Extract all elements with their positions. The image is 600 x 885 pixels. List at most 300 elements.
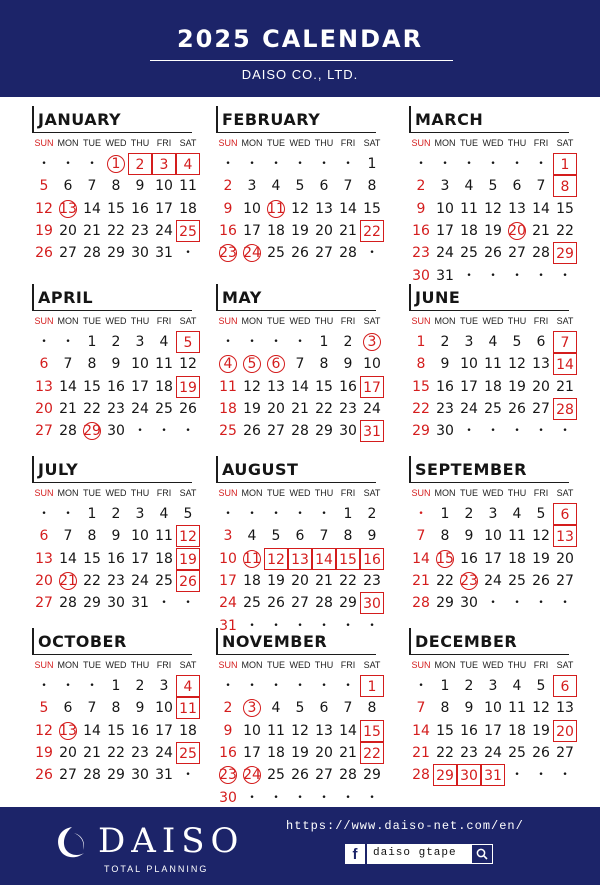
day-cell: 5	[536, 506, 546, 522]
weekday-label: FRI	[156, 316, 172, 326]
weekday-label: SAT	[363, 488, 381, 498]
month-title: SEPTEMBER	[415, 460, 527, 479]
day-cell: 17	[155, 722, 173, 739]
month-title: JUNE	[415, 288, 461, 307]
day-cell: 27	[59, 245, 77, 262]
day-cell: 5	[271, 528, 281, 545]
day-cell: 16	[107, 378, 125, 395]
day-cell: 7	[416, 528, 426, 545]
day-cell: 19	[267, 572, 285, 589]
day-cell: 10	[155, 700, 173, 717]
day-cell: 1	[416, 334, 426, 350]
day-cell: 5	[488, 178, 498, 195]
day-cell: 31	[155, 767, 173, 784]
day-cell: 12	[291, 722, 309, 739]
day-cell: 4	[271, 700, 281, 717]
day-cell: 15	[336, 548, 360, 570]
weekday-label: FRI	[340, 316, 356, 326]
day-cell: 4	[271, 178, 281, 195]
weekday-label: WED	[289, 138, 311, 148]
day-cell: 15	[433, 548, 457, 570]
day-cell: 19	[484, 222, 502, 239]
empty-day: •	[466, 270, 472, 281]
day-cell: 30	[107, 595, 125, 612]
day-cell: 20	[59, 744, 77, 761]
day-cell: 22	[436, 572, 454, 589]
empty-day: •	[514, 426, 520, 437]
day-cell: 22	[315, 400, 333, 417]
day-cell: 5	[295, 700, 305, 717]
day-cell: 30	[339, 423, 357, 440]
day-cell: 4	[176, 675, 200, 697]
weekday-label: FRI	[340, 488, 356, 498]
month-header	[216, 104, 386, 135]
day-cell: 14	[312, 548, 336, 570]
day-cell: 16	[460, 722, 478, 739]
empty-day: •	[65, 509, 71, 519]
day-cell: 18	[155, 378, 173, 395]
day-cell: 12	[532, 528, 550, 545]
day-cell: 16	[219, 222, 237, 239]
weekday-label: TUE	[460, 138, 478, 148]
day-cell: 2	[223, 700, 233, 717]
empty-day: •	[273, 509, 279, 519]
day-cell: 2	[440, 334, 450, 350]
day-cell: 26	[484, 245, 502, 262]
day-cell: 11	[264, 198, 288, 220]
title-divider	[150, 60, 453, 61]
empty-day: •	[65, 337, 71, 347]
weekday-label: SAT	[363, 660, 381, 670]
search-button[interactable]	[472, 845, 492, 863]
weekday-label: FRI	[533, 660, 549, 670]
day-cell: 30	[131, 767, 149, 784]
weekday-label: TUE	[267, 660, 285, 670]
weekday-label: SAT	[179, 316, 197, 326]
day-cell: 25	[267, 767, 285, 784]
empty-day: •	[161, 598, 167, 609]
day-cell: 21	[315, 572, 333, 589]
day-cell: 10	[243, 200, 261, 217]
empty-day: •	[369, 620, 375, 631]
day-cell: 13	[553, 525, 577, 547]
weekday-label: FRI	[340, 138, 356, 148]
weekday-label: MON	[241, 488, 263, 498]
day-cell: 10	[484, 700, 502, 717]
month-header	[216, 626, 386, 657]
empty-day: •	[273, 792, 279, 803]
day-cell: 8	[440, 528, 450, 545]
day-cell: 28	[59, 595, 77, 612]
weekday-label: TUE	[83, 138, 101, 148]
day-cell: 8	[111, 178, 121, 195]
empty-day: •	[225, 681, 231, 691]
day-cell: 3	[152, 153, 176, 175]
day-cell: 5	[176, 331, 200, 353]
day-cell: 15	[83, 378, 101, 395]
empty-day: •	[345, 159, 351, 169]
day-cell: 21	[412, 744, 430, 761]
weekday-label: SAT	[556, 660, 574, 670]
day-cell: 24	[363, 400, 381, 417]
day-cell: 10	[460, 356, 478, 373]
weekday-label: MON	[434, 660, 456, 670]
day-cell: 18	[267, 744, 285, 761]
day-cell: 29	[107, 245, 125, 262]
day-cell: 14	[412, 722, 430, 739]
day-cell: 25	[460, 245, 478, 262]
day-cell: 30	[107, 423, 125, 440]
empty-day: •	[41, 337, 47, 347]
weekday-label: TUE	[460, 488, 478, 498]
day-cell: 13	[56, 720, 80, 742]
company-name: DAISO CO., LTD.	[241, 67, 359, 82]
day-cell: 12	[264, 548, 288, 570]
weekday-label: THU	[314, 488, 334, 498]
day-cell: 2	[416, 178, 426, 195]
day-cell: 9	[343, 356, 353, 373]
weekday-label: WED	[105, 316, 127, 326]
day-cell: 1	[104, 153, 128, 175]
day-cell: 27	[267, 423, 285, 440]
weekday-label: SAT	[179, 660, 197, 670]
logo-wordmark: DAISO	[98, 821, 245, 861]
day-cell: 13	[315, 200, 333, 217]
empty-day: •	[538, 159, 544, 169]
day-cell: 27	[35, 423, 53, 440]
empty-day: •	[185, 770, 191, 781]
day-cell: 8	[87, 356, 97, 373]
weekday-label: WED	[289, 660, 311, 670]
empty-day: •	[562, 426, 568, 437]
weekday-label: SUN	[34, 138, 54, 148]
weekday-label: THU	[507, 660, 527, 670]
day-cell: 30	[436, 423, 454, 440]
weekday-label: SUN	[411, 138, 431, 148]
day-cell: 17	[243, 744, 261, 761]
weekday-label: TUE	[83, 316, 101, 326]
weekday-label: FRI	[340, 660, 356, 670]
day-cell: 3	[488, 678, 498, 694]
empty-day: •	[273, 620, 279, 631]
day-cell: 3	[223, 528, 233, 545]
day-cell: 25	[155, 400, 173, 417]
weekday-label: WED	[482, 660, 504, 670]
empty-day: •	[297, 792, 303, 803]
day-cell: 21	[556, 378, 574, 395]
empty-day: •	[89, 681, 95, 691]
empty-day: •	[225, 337, 231, 347]
day-cell: 6	[39, 528, 49, 545]
weekday-label: SUN	[218, 316, 238, 326]
month-title: DECEMBER	[415, 632, 518, 651]
day-cell: 26	[35, 245, 53, 262]
weekday-label: THU	[130, 660, 150, 670]
day-cell: 19	[508, 378, 526, 395]
day-cell: 10	[131, 356, 149, 373]
day-cell: 25	[219, 423, 237, 440]
day-cell: 21	[291, 400, 309, 417]
empty-day: •	[418, 509, 424, 519]
day-cell: 1	[440, 678, 450, 694]
day-cell: 12	[35, 200, 53, 217]
day-cell: 21	[83, 744, 101, 761]
weekday-label: SUN	[34, 316, 54, 326]
day-cell: 16	[131, 200, 149, 217]
website-link[interactable]: https://www.daiso-net.com/en/	[286, 819, 524, 833]
day-cell: 4	[176, 153, 200, 175]
month-header	[216, 282, 386, 313]
day-cell: 25	[508, 744, 526, 761]
day-cell: 27	[291, 595, 309, 612]
empty-day: •	[225, 159, 231, 169]
day-cell: 19	[291, 744, 309, 761]
weekday-label: MON	[57, 660, 79, 670]
day-cell: 4	[159, 506, 169, 522]
weekday-label: SUN	[34, 660, 54, 670]
empty-day: •	[514, 159, 520, 169]
weekday-label: SUN	[34, 488, 54, 498]
day-cell: 1	[319, 334, 329, 350]
day-cell: 17	[460, 378, 478, 395]
day-cell: 25	[176, 220, 200, 242]
day-cell: 15	[412, 378, 430, 395]
day-cell: 11	[155, 356, 173, 373]
day-cell: 29	[412, 423, 430, 440]
day-cell: 6	[39, 356, 49, 373]
day-cell: 27	[508, 245, 526, 262]
day-cell: 6	[553, 503, 577, 525]
day-cell: 1	[440, 506, 450, 522]
day-cell: 26	[532, 744, 550, 761]
day-cell: 15	[360, 720, 384, 742]
day-cell: 11	[267, 722, 285, 739]
empty-day: •	[137, 426, 143, 437]
weekday-label: THU	[130, 488, 150, 498]
empty-day: •	[297, 337, 303, 347]
day-cell: 18	[179, 722, 197, 739]
day-cell: 8	[111, 700, 121, 717]
empty-day: •	[297, 159, 303, 169]
day-cell: 21	[83, 222, 101, 239]
day-cell: 7	[343, 700, 353, 717]
day-cell: 11	[179, 178, 197, 195]
day-cell: 21	[412, 572, 430, 589]
day-cell: 29	[83, 595, 101, 612]
month-header	[32, 454, 202, 485]
day-cell: 23	[363, 572, 381, 589]
day-cell: 6	[512, 178, 522, 195]
weekday-label: THU	[507, 316, 527, 326]
day-cell: 25	[155, 572, 173, 589]
day-cell: 15	[107, 200, 125, 217]
day-cell: 13	[532, 356, 550, 373]
day-cell: 18	[155, 550, 173, 567]
day-cell: 16	[436, 378, 454, 395]
weekday-label: TUE	[460, 660, 478, 670]
day-cell: 12	[532, 700, 550, 717]
month-header	[409, 626, 579, 657]
weekday-label: SAT	[179, 488, 197, 498]
day-cell: 1	[367, 156, 377, 172]
weekday-label: FRI	[533, 138, 549, 148]
day-cell: 17	[219, 572, 237, 589]
day-cell: 20	[505, 220, 529, 242]
day-cell: 8	[440, 700, 450, 717]
day-cell: 26	[532, 572, 550, 589]
empty-day: •	[41, 509, 47, 519]
day-cell: 7	[63, 528, 73, 545]
day-cell: 13	[35, 550, 53, 567]
weekday-label: MON	[241, 138, 263, 148]
day-cell: 17	[484, 550, 502, 567]
empty-day: •	[321, 159, 327, 169]
day-cell: 31	[155, 245, 173, 262]
empty-day: •	[538, 426, 544, 437]
day-cell: 4	[488, 334, 498, 350]
day-cell: 16	[360, 548, 384, 570]
month-header	[32, 282, 202, 313]
empty-day: •	[538, 270, 544, 281]
day-cell: 23	[460, 744, 478, 761]
day-cell: 12	[484, 200, 502, 217]
day-cell: 30	[219, 789, 237, 806]
day-cell: 7	[63, 356, 73, 373]
empty-day: •	[185, 598, 191, 609]
day-cell: 3	[135, 334, 145, 350]
weekday-label: THU	[130, 138, 150, 148]
weekday-label: TUE	[83, 660, 101, 670]
day-cell: 25	[508, 572, 526, 589]
day-cell: 31	[360, 420, 384, 442]
day-cell: 3	[135, 506, 145, 522]
day-cell: 29	[339, 595, 357, 612]
facebook-icon[interactable]: f	[345, 844, 365, 864]
day-cell: 22	[339, 572, 357, 589]
day-cell: 21	[339, 222, 357, 239]
day-cell: 5	[536, 678, 546, 694]
day-cell: 23	[131, 222, 149, 239]
calendar-title: 2025 CALENDAR	[176, 25, 424, 53]
day-cell: 7	[319, 528, 329, 545]
day-cell: 24	[155, 222, 173, 239]
day-cell: 9	[135, 700, 145, 717]
day-cell: 3	[240, 697, 264, 719]
empty-day: •	[297, 620, 303, 631]
day-cell: 6	[319, 178, 329, 195]
day-cell: 20	[556, 550, 574, 567]
day-cell: 19	[176, 376, 200, 398]
day-cell: 26	[176, 570, 200, 592]
empty-day: •	[321, 681, 327, 691]
day-cell: 1	[111, 678, 121, 694]
day-cell: 28	[339, 245, 357, 262]
empty-day: •	[442, 159, 448, 169]
empty-day: •	[514, 270, 520, 281]
day-cell: 22	[436, 744, 454, 761]
empty-day: •	[345, 681, 351, 691]
day-cell: 13	[56, 198, 80, 220]
day-cell: 17	[484, 722, 502, 739]
day-cell: 28	[83, 767, 101, 784]
day-cell: 17	[360, 376, 384, 398]
day-cell: 22	[556, 222, 574, 239]
search-icon	[476, 848, 488, 860]
weekday-label: MON	[434, 488, 456, 498]
day-cell: 21	[59, 400, 77, 417]
day-cell: 8	[367, 178, 377, 195]
search-box[interactable]	[367, 844, 493, 864]
empty-day: •	[41, 159, 47, 169]
empty-day: •	[273, 337, 279, 347]
weekday-label: WED	[105, 488, 127, 498]
day-cell: 18	[484, 378, 502, 395]
weekday-label: WED	[482, 316, 504, 326]
day-cell: 15	[83, 550, 101, 567]
daiso-logo-icon	[52, 823, 92, 863]
day-cell: 11	[508, 700, 526, 717]
day-cell: 23	[339, 400, 357, 417]
month-title: APRIL	[38, 288, 94, 307]
day-cell: 23	[131, 744, 149, 761]
day-cell: 21	[56, 570, 80, 592]
day-cell: 1	[343, 506, 353, 522]
day-cell: 29	[363, 767, 381, 784]
day-cell: 1	[87, 506, 97, 522]
empty-day: •	[89, 159, 95, 169]
day-cell: 17	[131, 550, 149, 567]
day-cell: 6	[63, 178, 73, 195]
month-title: FEBRUARY	[222, 110, 321, 129]
day-cell: 14	[59, 378, 77, 395]
day-cell: 19	[176, 548, 200, 570]
day-cell: 19	[35, 222, 53, 239]
day-cell: 11	[155, 528, 173, 545]
weekday-label: WED	[482, 488, 504, 498]
day-cell: 16	[460, 550, 478, 567]
day-cell: 22	[107, 744, 125, 761]
day-cell: 25	[243, 595, 261, 612]
weekday-label: SUN	[218, 488, 238, 498]
day-cell: 20	[267, 400, 285, 417]
day-cell: 28	[315, 595, 333, 612]
day-cell: 14	[59, 550, 77, 567]
day-cell: 15	[363, 200, 381, 217]
day-cell: 9	[223, 200, 233, 217]
empty-day: •	[490, 426, 496, 437]
empty-day: •	[249, 509, 255, 519]
day-cell: 16	[339, 378, 357, 395]
day-cell: 7	[416, 700, 426, 717]
day-cell: 19	[291, 222, 309, 239]
day-cell: 28	[412, 767, 430, 784]
day-cell: 16	[107, 550, 125, 567]
day-cell: 10	[219, 550, 237, 567]
day-cell: 24	[131, 572, 149, 589]
month-header	[216, 454, 386, 485]
day-cell: 7	[87, 700, 97, 717]
day-cell: 16	[219, 744, 237, 761]
day-cell: 9	[464, 528, 474, 545]
weekday-label: SUN	[411, 488, 431, 498]
day-cell: 21	[339, 744, 357, 761]
empty-day: •	[490, 159, 496, 169]
day-cell: 23	[412, 245, 430, 262]
day-cell: 12	[243, 378, 261, 395]
day-cell: 2	[343, 334, 353, 350]
day-cell: 13	[315, 722, 333, 739]
weekday-label: MON	[57, 138, 79, 148]
